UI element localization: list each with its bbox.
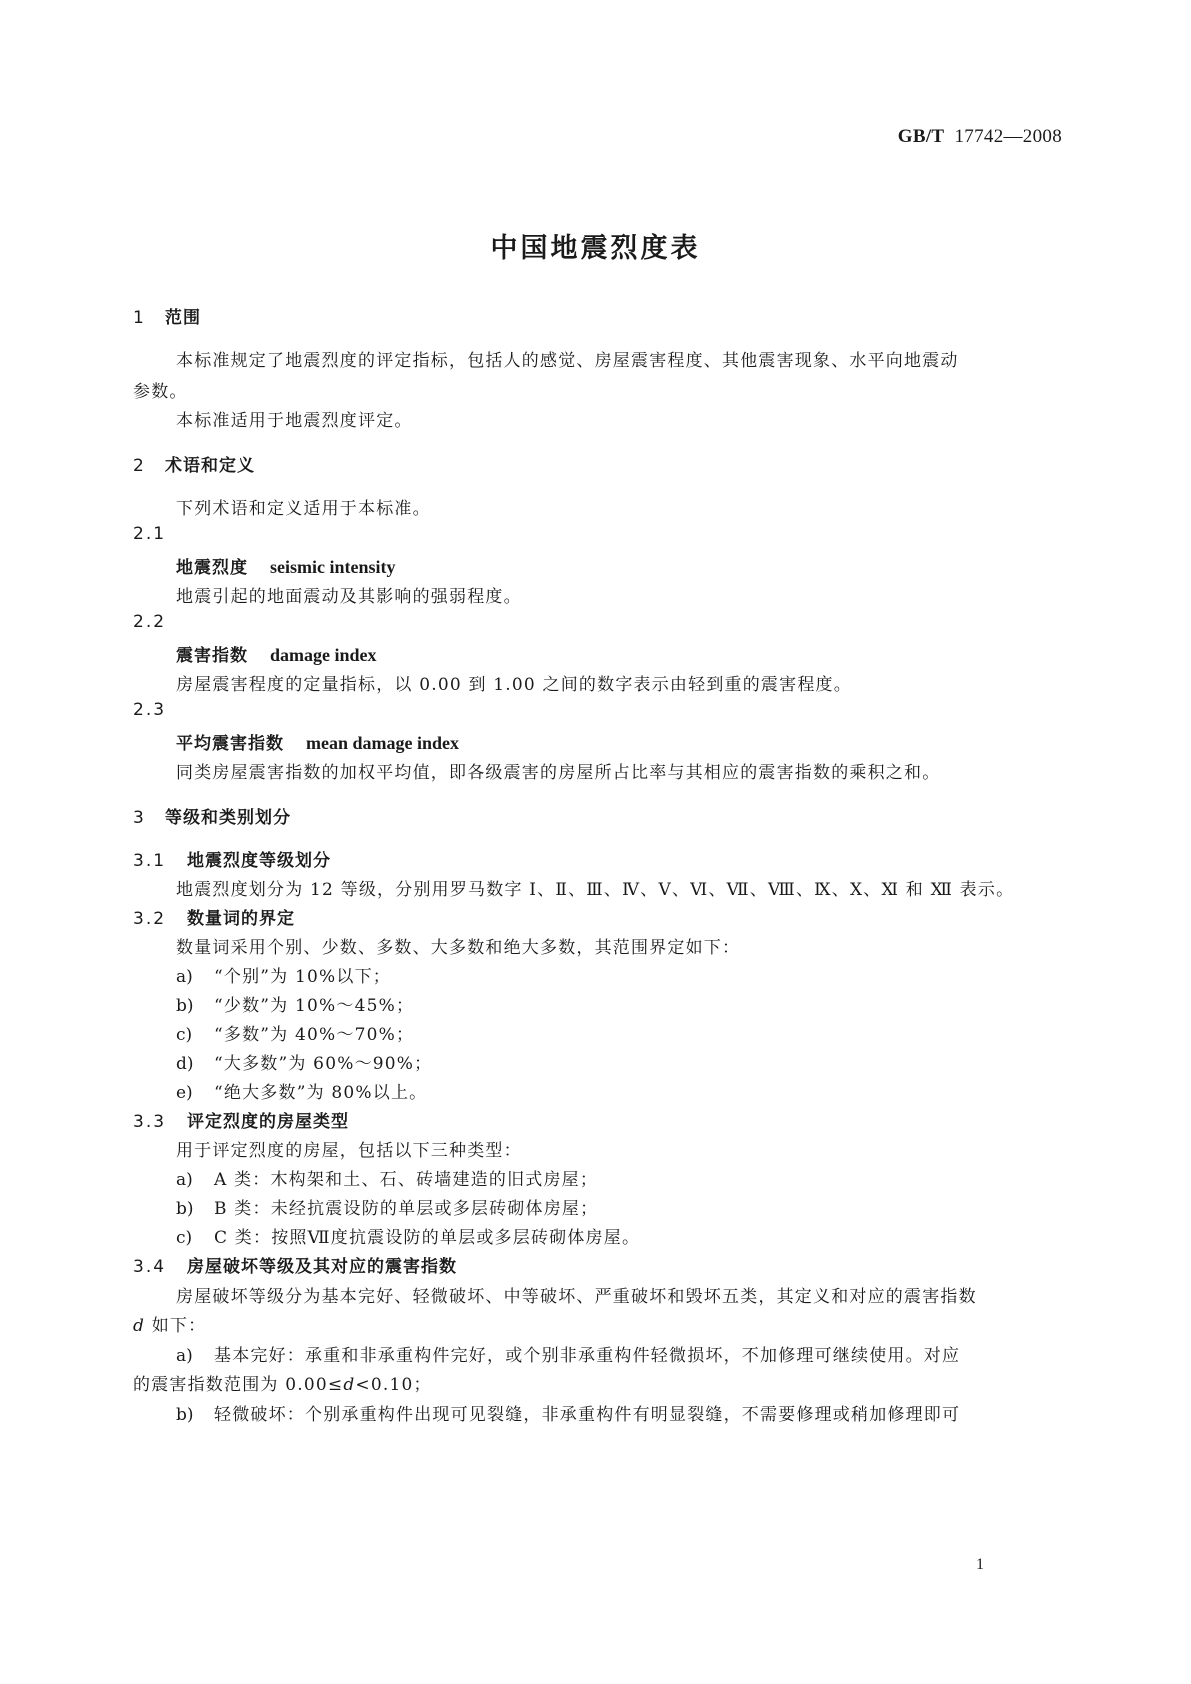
section-3-heading: 3 等级和类别划分 <box>133 808 291 828</box>
page-number: 1 <box>976 1556 984 1573</box>
subsection-3-4-intro-line: d 如下： <box>133 1316 207 1336</box>
list-item: c) C 类：按照Ⅶ度抗震设防的单层或多层砖砌体房屋。 <box>176 1228 641 1248</box>
document-title: 中国地震烈度表 <box>490 233 701 264</box>
subsection-3-1-text: 地震烈度划分为 12 等级，分别用罗马数字 Ⅰ、Ⅱ、Ⅲ、Ⅳ、Ⅴ、Ⅵ、Ⅶ、Ⅷ、Ⅸ、Ⅹ、Ⅺ 和 Ⅻ 表示。 <box>176 880 1015 900</box>
term-heading: 平均震害指数 mean damage index <box>176 733 459 754</box>
list-item: a) 基本完好：承重和非承重构件完好，或个别非承重构件轻微损坏，不加修理可继续使用。对应 <box>176 1346 961 1366</box>
subsection-3-3-intro: 用于评定烈度的房屋，包括以下三种类型： <box>176 1141 522 1161</box>
section-1-paragraph-line: 参数。 <box>133 382 188 402</box>
term-definition: 房屋震害程度的定量指标，以 0.00 到 1.00 之间的数字表示由轻到重的震害程度。 <box>176 675 852 695</box>
list-item: a) A 类：木构架和土、石、砖墙建造的旧式房屋； <box>176 1170 599 1190</box>
term-heading: 地震烈度 seismic intensity <box>176 557 396 578</box>
section-1-paragraph: 本标准适用于地震烈度评定。 <box>176 411 413 431</box>
standard-code: GB/T 17742—2008 <box>897 126 1062 147</box>
list-item: b) 轻微破坏：个别承重构件出现可见裂缝，非承重构件有明显裂缝，不需要修理或稍加修理即可 <box>176 1405 961 1425</box>
subsection-3-3-heading: 3.3 评定烈度的房屋类型 <box>133 1112 349 1132</box>
subsection-3-4-heading: 3.4 房屋破坏等级及其对应的震害指数 <box>133 1257 457 1277</box>
list-item: d) “大多数”为 60%～90%； <box>176 1054 433 1074</box>
clause-number: 2.1 <box>133 524 167 544</box>
section-2-heading: 2 术语和定义 <box>133 456 255 476</box>
list-item: a) “个别”为 10%以下； <box>176 967 391 987</box>
clause-number: 2.2 <box>133 612 167 632</box>
subsection-3-2-intro: 数量词采用个别、少数、多数、大多数和绝大多数，其范围界定如下： <box>176 938 741 958</box>
term-definition: 同类房屋震害指数的加权平均值，即各级震害的房屋所占比率与其相应的震害指数的乘积之和。 <box>176 763 941 783</box>
list-item: b) “少数”为 10%～45%； <box>176 996 415 1016</box>
subsection-3-2-heading: 3.2 数量词的界定 <box>133 909 295 929</box>
list-item: b) B 类：未经抗震设防的单层或多层砖砌体房屋； <box>176 1199 599 1219</box>
list-item: e) “绝大多数”为 80%以上。 <box>176 1083 428 1103</box>
section-2-intro: 下列术语和定义适用于本标准。 <box>176 499 431 519</box>
section-1-paragraph-line: 本标准规定了地震烈度的评定指标，包括人的感觉、房屋震害程度、其他震害现象、水平向地震动 <box>176 351 959 371</box>
subsection-3-4-intro-line: 房屋破坏等级分为基本完好、轻微破坏、中等破坏、严重破坏和毁坏五类，其定义和对应的震害指数 <box>176 1287 977 1307</box>
clause-number: 2.3 <box>133 700 167 720</box>
section-1-heading: 1 范围 <box>133 308 201 328</box>
list-item: c) “多数”为 40%～70%； <box>176 1025 415 1045</box>
list-item-continuation: 的震害指数范围为 0.00≤d<0.10； <box>133 1375 432 1395</box>
term-heading: 震害指数 damage index <box>176 645 377 666</box>
term-definition: 地震引起的地面震动及其影响的强弱程度。 <box>176 587 522 607</box>
subsection-3-1-heading: 3.1 地震烈度等级划分 <box>133 851 331 871</box>
